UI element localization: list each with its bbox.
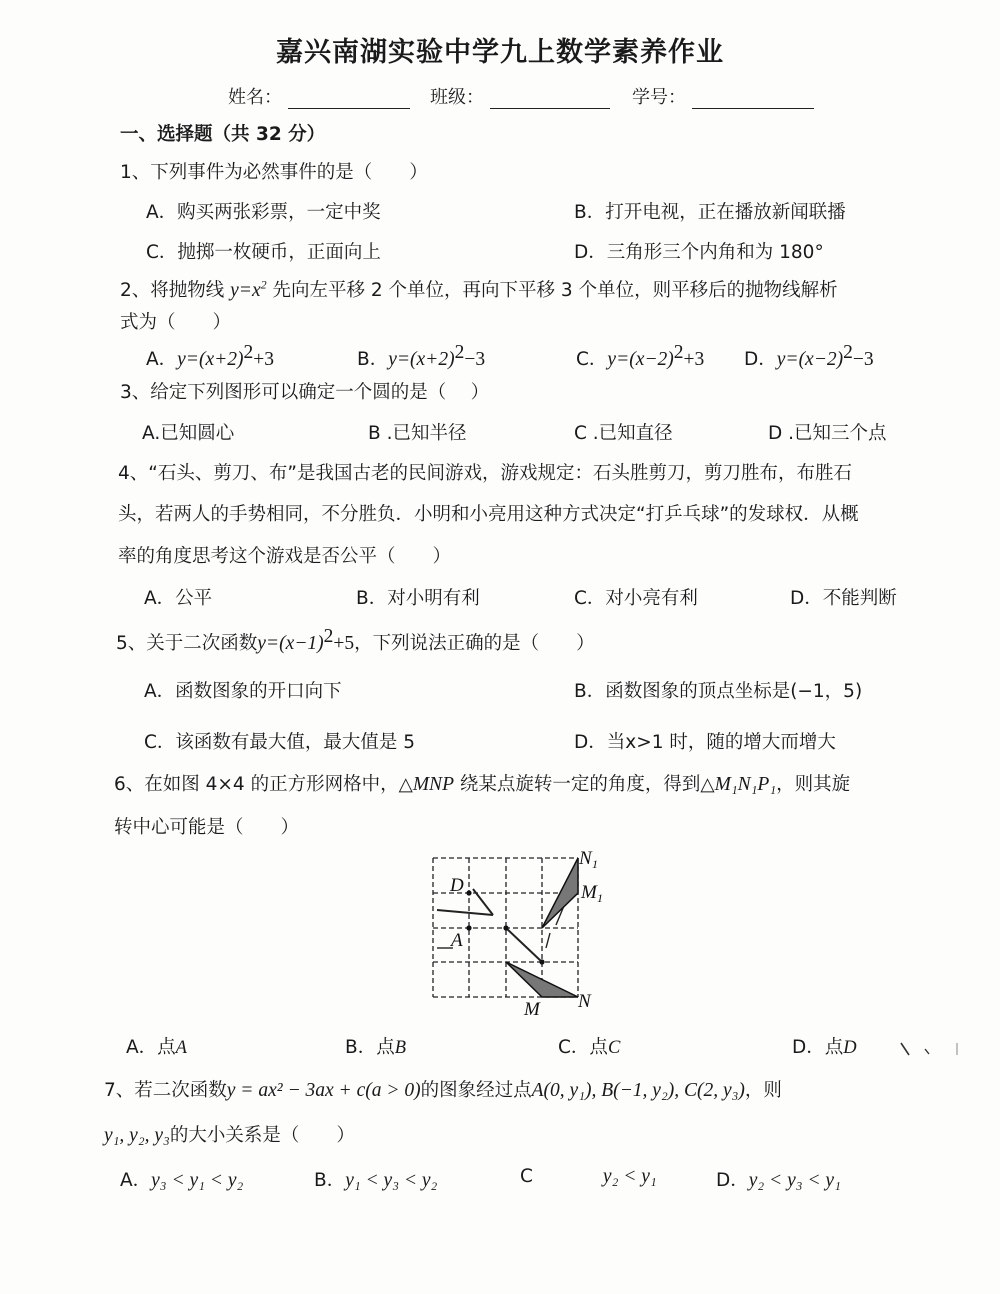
q6-option-a[interactable] (126, 1033, 187, 1059)
q7-option-b[interactable] (314, 1166, 437, 1192)
label-n1-sub: 1 (592, 857, 598, 871)
label-n: N (578, 991, 591, 1012)
q2-formula-exp: 2 (260, 277, 267, 292)
q5-formula: y=(x−1) (257, 633, 324, 655)
q2-stem-text-cont: 先向左平移 2 个单位，再向下平移 3 个单位，则平移后的抛物线解析 (266, 280, 838, 301)
label-m: M (524, 999, 540, 1020)
q3-option-d[interactable]: D .已知三个点 (768, 423, 887, 444)
q2-option-b[interactable] (357, 342, 485, 371)
q7-stem-text-end: ，则 (744, 1080, 782, 1101)
q3-option-a[interactable]: A.已知圆心 (142, 423, 235, 444)
option-tail: −3 (852, 349, 874, 371)
name-blank[interactable] (288, 90, 410, 109)
option-letter: C (520, 1166, 533, 1187)
option-word: 点 (589, 1037, 608, 1058)
label-m1-sub: 1 (597, 891, 603, 905)
q6-stem-text: 6、在如图 4×4 的正方形网格中，△ (114, 774, 413, 795)
point-d (466, 890, 471, 895)
option-exp: 2 (454, 342, 465, 363)
option-expr: y=(x+2) (388, 349, 455, 371)
q7-stem-line2 (104, 1121, 355, 1147)
q7-points: A(0, y₁), B(−1, y₂), C(2, y₃) (531, 1080, 745, 1101)
label-a: A (451, 930, 463, 951)
q4-stem-line3: 率的角度思考这个游戏是否公平（ ） (118, 546, 452, 567)
option-tail: −3 (464, 349, 486, 371)
id-blank[interactable] (692, 90, 814, 109)
q6-grid-figure (420, 845, 610, 1023)
option-letter: B． (357, 349, 389, 371)
option-letter: A． (120, 1170, 152, 1191)
q2-formula (230, 277, 267, 301)
q2-option-c[interactable] (576, 342, 704, 371)
point-c (539, 959, 544, 964)
option-point: C (607, 1038, 621, 1058)
option-letter: C． (558, 1037, 590, 1058)
option-exp: 2 (843, 342, 853, 363)
option-letter: A． (146, 349, 178, 371)
option-exp: 2 (673, 342, 684, 363)
option-letter: A． (126, 1037, 158, 1058)
q1-option-b[interactable]: B．打开电视，正在播放新闻联播 (574, 202, 846, 223)
q7-stem-text: 7、若二次函数 (104, 1080, 227, 1101)
q1-option-c[interactable]: C．抛掷一枚硬币，正面向上 (146, 242, 381, 263)
q5-option-c[interactable]: C．该函数有最大值，最大值是 5 (144, 732, 416, 753)
q2-stem-line2: 式为（ ） (120, 312, 232, 333)
q5-formula-tail: +5 (333, 633, 355, 655)
option-letter: D． (792, 1037, 825, 1058)
option-expr: y=(x+2) (177, 349, 244, 371)
option-expr: y₂ < y₃ < y₁ (748, 1170, 841, 1191)
q4-option-c[interactable]: C．对小亮有利 (574, 588, 698, 609)
q5-stem-text-cont: ，下列说法正确的是（ ） (354, 633, 595, 655)
q6-option-d[interactable] (792, 1033, 857, 1059)
id-field-group (632, 83, 814, 109)
q4-stem-line2: 头，若两人的手势相同，不分胜负．小明和小亮用这种方式决定“打乒乓球”的发球权．从概 (118, 504, 859, 525)
option-point: B (394, 1038, 407, 1058)
q5-formula-exp: 2 (323, 626, 334, 647)
q7-stem-text-cont: 的大小关系是（ ） (169, 1125, 355, 1146)
q6-stem-text-mid: 绕某点旋转一定的角度，得到△ (453, 774, 715, 795)
option-word: 点 (376, 1037, 395, 1058)
q2-formula-base: y=x (230, 280, 261, 301)
q1-option-a[interactable]: A．购买两张彩票，一定中奖 (146, 202, 381, 223)
q1-stem: 1、下列事件为必然事件的是（ ） (120, 162, 428, 183)
option-expr: y=(x−2) (776, 349, 844, 371)
q3-option-c[interactable]: C .已知直径 (574, 423, 673, 444)
name-label: 姓名： (228, 87, 282, 108)
q6-stem-line1 (114, 770, 850, 796)
option-point: D (843, 1038, 857, 1058)
q2-stem-text: 2、将抛物线 (120, 280, 231, 301)
name-field-group (228, 83, 410, 109)
q4-option-a[interactable]: A．公平 (144, 588, 213, 609)
option-point: A (175, 1038, 187, 1058)
q6-option-c[interactable] (558, 1033, 620, 1059)
point-a (466, 925, 471, 930)
q6-stem-text-end: ，则其旋 (776, 774, 851, 795)
q7-option-a[interactable] (120, 1166, 243, 1192)
q2-stem-line1 (120, 276, 838, 302)
option-letter: C． (576, 349, 608, 371)
q7-vars: y₁, y₂, y₃ (104, 1125, 170, 1146)
q5-stem (116, 626, 595, 655)
option-letter: B． (314, 1170, 346, 1191)
option-tail: +3 (253, 349, 275, 371)
option-expr: y₁ < y₃ < y₂ (345, 1170, 438, 1191)
class-field-group (430, 83, 610, 109)
option-letter: B． (345, 1037, 377, 1058)
pencil-marks (437, 889, 566, 962)
q7-option-c[interactable] (520, 1166, 657, 1188)
q7-formula: y = ax² − 3ax + c(a > 0) (226, 1080, 421, 1101)
q5-option-d[interactable]: D．当x>1 时，随的增大而增大 (574, 732, 836, 753)
section-heading: 一、选择题（共 32 分） (120, 124, 326, 145)
class-label: 班级： (430, 87, 484, 108)
page-title: 嘉兴南湖实验中学九上数学素养作业 (276, 37, 724, 68)
label-m1: M (581, 882, 597, 903)
option-expr: y₃ < y₁ < y₂ (151, 1170, 244, 1191)
option-expr: y=(x−2) (607, 349, 674, 371)
option-expr: y₂ < y₁ (602, 1166, 657, 1187)
option-letter: D． (744, 349, 777, 371)
q7-stem-line1 (104, 1076, 782, 1102)
q6-triangle-m1n1p1: M₁N₁P₁ (714, 774, 777, 795)
q3-stem: 3、给定下列图形可以确定一个圆的是（ ） (120, 382, 490, 403)
q4-stem-line1: 4、“石头、剪刀、布”是我国古老的民间游戏，游戏规定：石头胜剪刀，剪刀胜布，布胜石 (118, 463, 852, 484)
q6-triangle-mnp: MNP (412, 774, 454, 795)
option-tail: +3 (683, 349, 705, 371)
q5-option-b[interactable]: B．函数图象的顶点坐标是(−1，5) (574, 681, 863, 702)
q7-stem-text-mid: 的图象经过点 (420, 1080, 532, 1101)
q6-option-b[interactable] (345, 1033, 406, 1059)
option-word: 点 (824, 1037, 844, 1058)
q5-option-a[interactable]: A．函数图象的开口向下 (144, 681, 342, 702)
stray-pen-marks (895, 1035, 975, 1065)
q7-option-d[interactable] (716, 1166, 841, 1192)
option-letter: D． (716, 1170, 749, 1191)
q1-option-d[interactable]: D．三角形三个内角和为 180° (574, 242, 824, 263)
triangle-mnp (506, 962, 578, 997)
q5-stem-text: 5、关于二次函数 (116, 633, 258, 655)
option-exp: 2 (243, 342, 254, 363)
q3-option-b[interactable]: B .已知半径 (368, 423, 467, 444)
id-label: 学号： (632, 87, 686, 108)
class-blank[interactable] (490, 90, 610, 109)
option-word: 点 (157, 1037, 176, 1058)
q6-stem-line2: 转中心可能是（ ） (114, 817, 300, 838)
q4-option-d[interactable]: D．不能判断 (790, 588, 897, 609)
q2-option-a[interactable] (146, 342, 274, 371)
q2-option-d[interactable] (744, 342, 874, 371)
point-b (503, 925, 508, 930)
label-n1: N (579, 848, 592, 869)
label-d: D (450, 875, 464, 896)
q4-option-b[interactable]: B．对小明有利 (356, 588, 480, 609)
